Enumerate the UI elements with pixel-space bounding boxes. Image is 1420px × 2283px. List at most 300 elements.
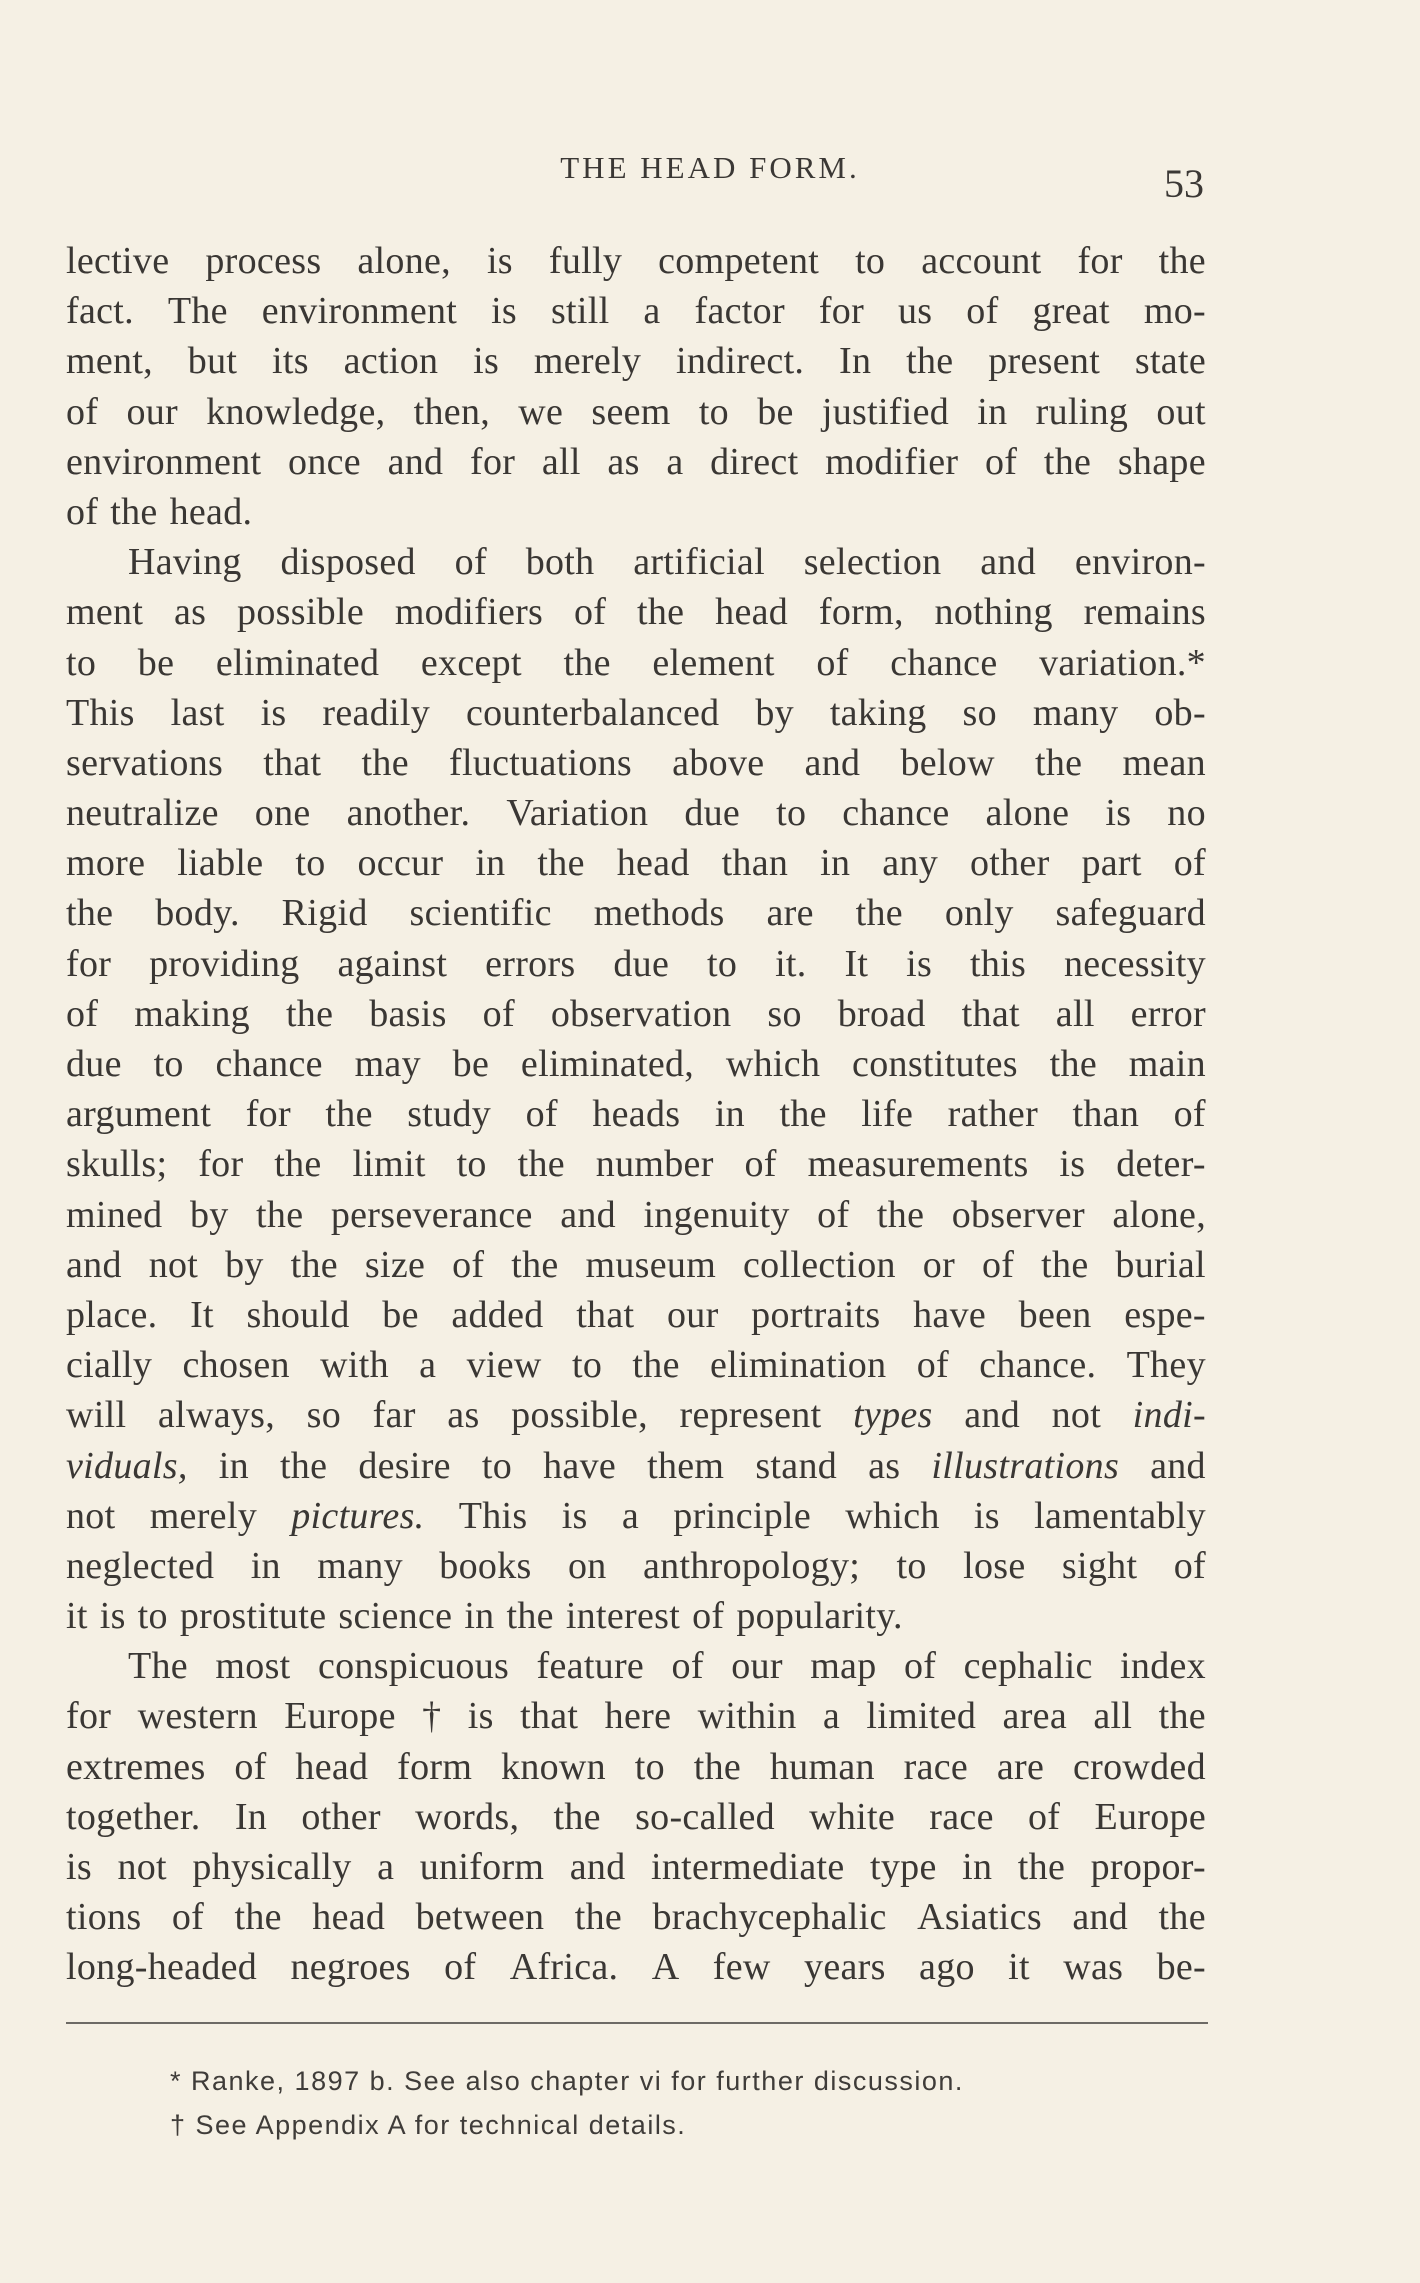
word: deter- xyxy=(1116,1143,1206,1186)
word: merely xyxy=(149,1494,258,1537)
word: interest xyxy=(565,1595,681,1638)
word: the xyxy=(906,340,954,383)
word: of xyxy=(671,1645,704,1688)
footnote-rule xyxy=(66,2022,1208,2024)
word: study xyxy=(407,1093,492,1136)
word: and xyxy=(569,1846,626,1888)
word: of xyxy=(525,1093,558,1136)
word: of xyxy=(981,1243,1015,1286)
word: modifier xyxy=(825,440,959,483)
word: science xyxy=(338,1595,453,1638)
word: the xyxy=(1034,741,1083,784)
word: is xyxy=(99,1595,126,1638)
word: a xyxy=(822,1695,841,1738)
word: the xyxy=(1158,240,1206,282)
word: will xyxy=(66,1394,127,1437)
word: pictures. xyxy=(291,1494,425,1537)
word: between xyxy=(415,1896,545,1939)
word: should xyxy=(246,1293,350,1336)
word: the xyxy=(537,842,585,885)
word: element xyxy=(652,641,775,684)
word: by xyxy=(225,1243,264,1286)
word: it. xyxy=(775,942,807,985)
word: many xyxy=(1032,691,1119,734)
word: to xyxy=(896,1544,927,1587)
word: view xyxy=(466,1344,542,1387)
word: liable xyxy=(177,842,264,885)
word: shape xyxy=(1117,440,1206,483)
word: not xyxy=(1051,1394,1102,1437)
word: of xyxy=(66,992,99,1035)
word: ment xyxy=(66,591,144,634)
word: head xyxy=(295,1745,369,1788)
word: in xyxy=(475,842,506,885)
word: ruling xyxy=(1035,390,1129,433)
word: Africa. xyxy=(509,1946,619,1989)
word: the xyxy=(1158,1896,1206,1939)
word: constitutes xyxy=(852,1043,1018,1085)
word: It xyxy=(844,942,869,985)
text-line xyxy=(66,1089,1206,1139)
text-line xyxy=(66,1541,1206,1591)
word: is xyxy=(260,691,287,734)
word: the xyxy=(1043,440,1092,483)
word: for xyxy=(66,942,112,985)
word: heads xyxy=(592,1093,681,1136)
word: observation xyxy=(550,992,732,1035)
word: brachycephalic xyxy=(652,1896,887,1939)
word: making xyxy=(134,992,250,1035)
word: always, xyxy=(157,1394,276,1437)
word: as xyxy=(607,440,640,483)
word: here xyxy=(604,1695,672,1738)
word: the xyxy=(325,1093,373,1136)
word: justified xyxy=(821,390,950,433)
word: race xyxy=(903,1745,969,1788)
word: as xyxy=(447,1394,480,1437)
text-line xyxy=(66,437,1206,487)
word: environment xyxy=(66,440,262,483)
word: be- xyxy=(1156,1946,1206,1989)
word: and xyxy=(66,1243,122,1286)
word: a xyxy=(377,1846,395,1888)
word: and xyxy=(387,440,444,483)
word: the xyxy=(285,992,334,1035)
word: the xyxy=(553,1795,601,1838)
word: this xyxy=(969,942,1027,985)
word: it xyxy=(66,1595,88,1638)
word: the xyxy=(563,641,611,684)
word: number xyxy=(595,1143,714,1186)
word: fluctuations xyxy=(449,741,633,784)
word: disposed xyxy=(280,541,416,584)
word: of xyxy=(984,440,1018,483)
word: a xyxy=(621,1494,640,1537)
word: of xyxy=(817,1193,850,1236)
text-line xyxy=(66,1742,1206,1792)
word: of xyxy=(1173,1544,1206,1587)
word: in xyxy=(464,1595,495,1638)
word: stand xyxy=(755,1444,838,1487)
word: that xyxy=(263,741,322,784)
word: Variation xyxy=(506,792,649,835)
word: to xyxy=(481,1444,513,1487)
word: in xyxy=(250,1544,281,1587)
word: the xyxy=(1017,1846,1066,1888)
word: of xyxy=(903,1645,937,1688)
word: on xyxy=(568,1544,607,1587)
word: last xyxy=(170,691,225,734)
word: environ- xyxy=(1074,541,1206,584)
word: which xyxy=(725,1043,821,1085)
word: is xyxy=(467,1695,494,1738)
word: other xyxy=(301,1795,381,1838)
word: mean xyxy=(1122,741,1206,784)
running-head: THE HEAD FORM. xyxy=(560,150,860,185)
word: be xyxy=(452,1043,490,1085)
word: most xyxy=(215,1645,291,1688)
footnotes xyxy=(170,2059,964,2147)
word: are xyxy=(766,892,814,935)
word: of xyxy=(444,1946,477,1989)
word: the xyxy=(876,1193,925,1236)
word: few xyxy=(712,1946,771,1989)
word: burial xyxy=(1115,1243,1206,1286)
word: for xyxy=(245,1093,291,1136)
word: and xyxy=(1072,1896,1129,1939)
word: which xyxy=(845,1494,940,1537)
word: the xyxy=(256,1193,304,1236)
word: by xyxy=(189,1193,229,1236)
word: espe- xyxy=(1124,1293,1206,1336)
word: not xyxy=(117,1846,167,1888)
text-line xyxy=(66,587,1206,637)
word: Rigid xyxy=(281,892,368,935)
word: readily xyxy=(322,691,431,734)
word: of xyxy=(171,1896,205,1939)
word: so-called xyxy=(635,1795,775,1838)
word: in xyxy=(218,1444,249,1487)
word: uniform xyxy=(419,1846,545,1888)
word: to xyxy=(855,240,886,282)
word: years xyxy=(804,1946,886,1989)
word: still xyxy=(550,290,610,333)
word: nothing xyxy=(934,591,1053,634)
text-line xyxy=(66,1892,1206,1942)
word: to xyxy=(153,1043,184,1085)
footnote-ranke: * Ranke, 1897 b. See also chapter vi for further discussion. xyxy=(170,2066,964,2096)
word: be xyxy=(757,390,794,433)
word: known xyxy=(501,1745,606,1788)
word: chance xyxy=(890,641,998,684)
word: a xyxy=(643,290,661,333)
word: is xyxy=(1059,1143,1086,1186)
text-line xyxy=(66,1591,1206,1641)
word: is xyxy=(561,1494,588,1537)
text-line xyxy=(66,688,1206,738)
text-line xyxy=(66,788,1206,838)
word: all xyxy=(541,440,581,483)
word: to xyxy=(776,792,807,835)
word: the xyxy=(234,1896,282,1939)
word: than xyxy=(721,842,789,885)
word: so xyxy=(306,1394,342,1437)
word: another. xyxy=(346,792,471,835)
word: them xyxy=(647,1444,725,1487)
word: was xyxy=(1063,1946,1124,1989)
word: is xyxy=(491,290,518,333)
word: scientific xyxy=(409,892,552,935)
word: types xyxy=(853,1394,933,1437)
word: popularity. xyxy=(736,1595,903,1638)
word: due xyxy=(684,792,741,835)
word: our xyxy=(126,390,179,433)
word: principle xyxy=(673,1494,812,1537)
word: us xyxy=(897,290,933,333)
text-line xyxy=(66,1340,1206,1390)
word: measurements xyxy=(807,1143,1029,1186)
word: seem xyxy=(591,390,671,433)
word: within xyxy=(697,1695,797,1738)
word: occur xyxy=(357,842,444,885)
word: and xyxy=(980,541,1037,584)
word: area xyxy=(1002,1695,1067,1738)
word: crowded xyxy=(1072,1745,1206,1788)
word: necessity xyxy=(1063,942,1206,985)
word: due xyxy=(613,942,670,985)
word: account xyxy=(921,240,1042,282)
word: that xyxy=(520,1695,579,1738)
word: for xyxy=(470,440,516,483)
text-line xyxy=(66,1792,1206,1842)
word: servations xyxy=(66,741,224,784)
word: observer xyxy=(951,1193,1085,1236)
word: other xyxy=(969,842,1050,885)
word: extremes xyxy=(66,1745,206,1788)
word: map xyxy=(810,1645,877,1688)
word: of xyxy=(482,992,515,1035)
word: many xyxy=(317,1544,403,1587)
word: have xyxy=(543,1444,617,1487)
text-line xyxy=(66,236,1206,286)
word: white xyxy=(809,1795,896,1838)
word: due xyxy=(66,1043,122,1085)
word: of xyxy=(744,1143,777,1186)
word: our xyxy=(666,1293,719,1336)
word: error xyxy=(1130,992,1206,1035)
word: body. xyxy=(155,892,240,935)
word: factor xyxy=(694,290,785,333)
word: head. xyxy=(169,490,253,533)
word: eliminated xyxy=(215,641,380,684)
text-line xyxy=(66,1641,1206,1691)
word: of xyxy=(66,490,99,533)
word: selection xyxy=(803,541,942,584)
text-line xyxy=(66,888,1206,938)
word: that xyxy=(961,992,1020,1035)
word: far xyxy=(372,1394,416,1437)
word: the xyxy=(574,1896,623,1939)
word: any xyxy=(882,842,939,885)
word: errors xyxy=(485,942,576,985)
text-line xyxy=(66,537,1206,587)
word: limited xyxy=(866,1695,977,1738)
word: This xyxy=(66,691,135,734)
word: head xyxy=(312,1896,386,1939)
word: collection xyxy=(743,1243,896,1286)
word: the xyxy=(693,1745,742,1788)
word: chance. xyxy=(979,1344,1097,1387)
word: form xyxy=(397,1745,473,1788)
word: ment, xyxy=(66,340,153,383)
word: all xyxy=(1093,1695,1133,1738)
word: Europe xyxy=(1094,1795,1206,1838)
word: providing xyxy=(149,942,300,985)
word: indi- xyxy=(1132,1394,1206,1437)
word: our xyxy=(731,1645,783,1688)
word: as xyxy=(173,591,207,634)
word: limit xyxy=(352,1143,426,1186)
text-line xyxy=(66,1290,1206,1340)
word: taking xyxy=(829,691,927,734)
word: the xyxy=(506,1595,554,1638)
word: the xyxy=(361,741,409,784)
word: fully xyxy=(548,240,623,282)
word: safeguard xyxy=(1055,892,1206,935)
word: mo- xyxy=(1143,290,1206,333)
word: is xyxy=(906,942,933,985)
word: They xyxy=(1126,1344,1206,1387)
word: skulls; xyxy=(66,1143,168,1186)
page-number: 53 xyxy=(1164,161,1204,206)
word: the xyxy=(1158,1695,1206,1738)
word: to xyxy=(66,641,97,684)
word: is xyxy=(486,240,513,282)
word: but xyxy=(187,340,238,383)
word: head xyxy=(715,591,789,634)
word: intermediate xyxy=(651,1846,845,1888)
word: books xyxy=(439,1544,532,1587)
word: conspicuous xyxy=(317,1645,510,1688)
word: great xyxy=(1032,290,1110,333)
word: is xyxy=(1105,792,1132,835)
word: neutralize xyxy=(66,792,219,835)
word: long-headed xyxy=(66,1946,258,1989)
word: remains xyxy=(1083,591,1206,634)
word: to xyxy=(698,390,729,433)
word: the xyxy=(279,1444,328,1487)
word: portraits xyxy=(751,1293,881,1336)
word: chance xyxy=(842,792,950,835)
word: desire xyxy=(358,1444,451,1487)
word: A xyxy=(651,1946,680,1989)
word: viduals, xyxy=(66,1444,188,1487)
word: form, xyxy=(818,591,904,634)
word: been xyxy=(1018,1293,1092,1336)
word: perseverance xyxy=(330,1193,533,1236)
text-line xyxy=(66,1390,1206,1440)
word: knowledge, xyxy=(206,390,386,433)
word: and xyxy=(1150,1444,1206,1487)
word: one xyxy=(254,792,311,835)
word: alone, xyxy=(1112,1193,1206,1236)
word: more xyxy=(66,842,146,885)
word: to xyxy=(571,1344,603,1387)
text-line xyxy=(66,989,1206,1039)
word: the xyxy=(517,1143,565,1186)
word: of xyxy=(234,1745,267,1788)
text-line xyxy=(66,487,1206,537)
word: basis xyxy=(369,992,447,1035)
word: so xyxy=(767,992,802,1035)
word: race xyxy=(929,1795,994,1838)
word: have xyxy=(913,1293,987,1336)
word: be xyxy=(382,1293,419,1336)
word: words, xyxy=(415,1795,520,1838)
word: in xyxy=(962,1846,993,1888)
word: of xyxy=(1027,1795,1061,1838)
word: place. xyxy=(66,1293,158,1336)
word: only xyxy=(944,892,1014,935)
word: added xyxy=(451,1293,544,1336)
word: to xyxy=(634,1745,665,1788)
word: for xyxy=(1077,240,1123,282)
word: main xyxy=(1128,1043,1206,1085)
word: In xyxy=(234,1795,268,1838)
word: physically xyxy=(192,1846,352,1888)
word: it xyxy=(1008,1946,1030,1989)
word: the xyxy=(855,892,903,935)
word: size xyxy=(364,1243,426,1286)
word: except xyxy=(420,641,522,684)
word: of xyxy=(573,591,607,634)
word: rather xyxy=(947,1093,1039,1136)
text-line xyxy=(66,1039,1206,1089)
text-line xyxy=(66,387,1206,437)
word: against xyxy=(337,942,448,985)
word: for xyxy=(198,1143,244,1186)
word: for xyxy=(66,1695,112,1738)
word: in xyxy=(977,390,1008,433)
word: the xyxy=(274,1143,322,1186)
text-line xyxy=(66,838,1206,888)
word: below xyxy=(900,741,995,784)
word: to xyxy=(295,842,326,885)
word: than xyxy=(1072,1093,1140,1136)
word: represent xyxy=(679,1394,822,1437)
word: type xyxy=(870,1846,937,1888)
word: The xyxy=(128,1645,188,1688)
word: not xyxy=(148,1243,199,1286)
word: is xyxy=(973,1494,1000,1537)
word: is xyxy=(66,1846,92,1888)
word: anthropology; xyxy=(643,1544,861,1587)
word: In xyxy=(839,340,872,383)
word: lose xyxy=(963,1544,1026,1587)
word: counterbalanced xyxy=(465,691,720,734)
word: cially xyxy=(66,1344,153,1387)
word: human xyxy=(769,1745,875,1788)
text-line xyxy=(66,1441,1206,1491)
word: of xyxy=(66,390,99,433)
word: Having xyxy=(128,541,242,584)
word: alone, xyxy=(357,240,451,282)
word: argument xyxy=(66,1093,212,1136)
text-line xyxy=(66,286,1206,336)
word: for xyxy=(818,290,865,333)
word: of xyxy=(454,541,487,584)
word: we xyxy=(518,390,564,433)
